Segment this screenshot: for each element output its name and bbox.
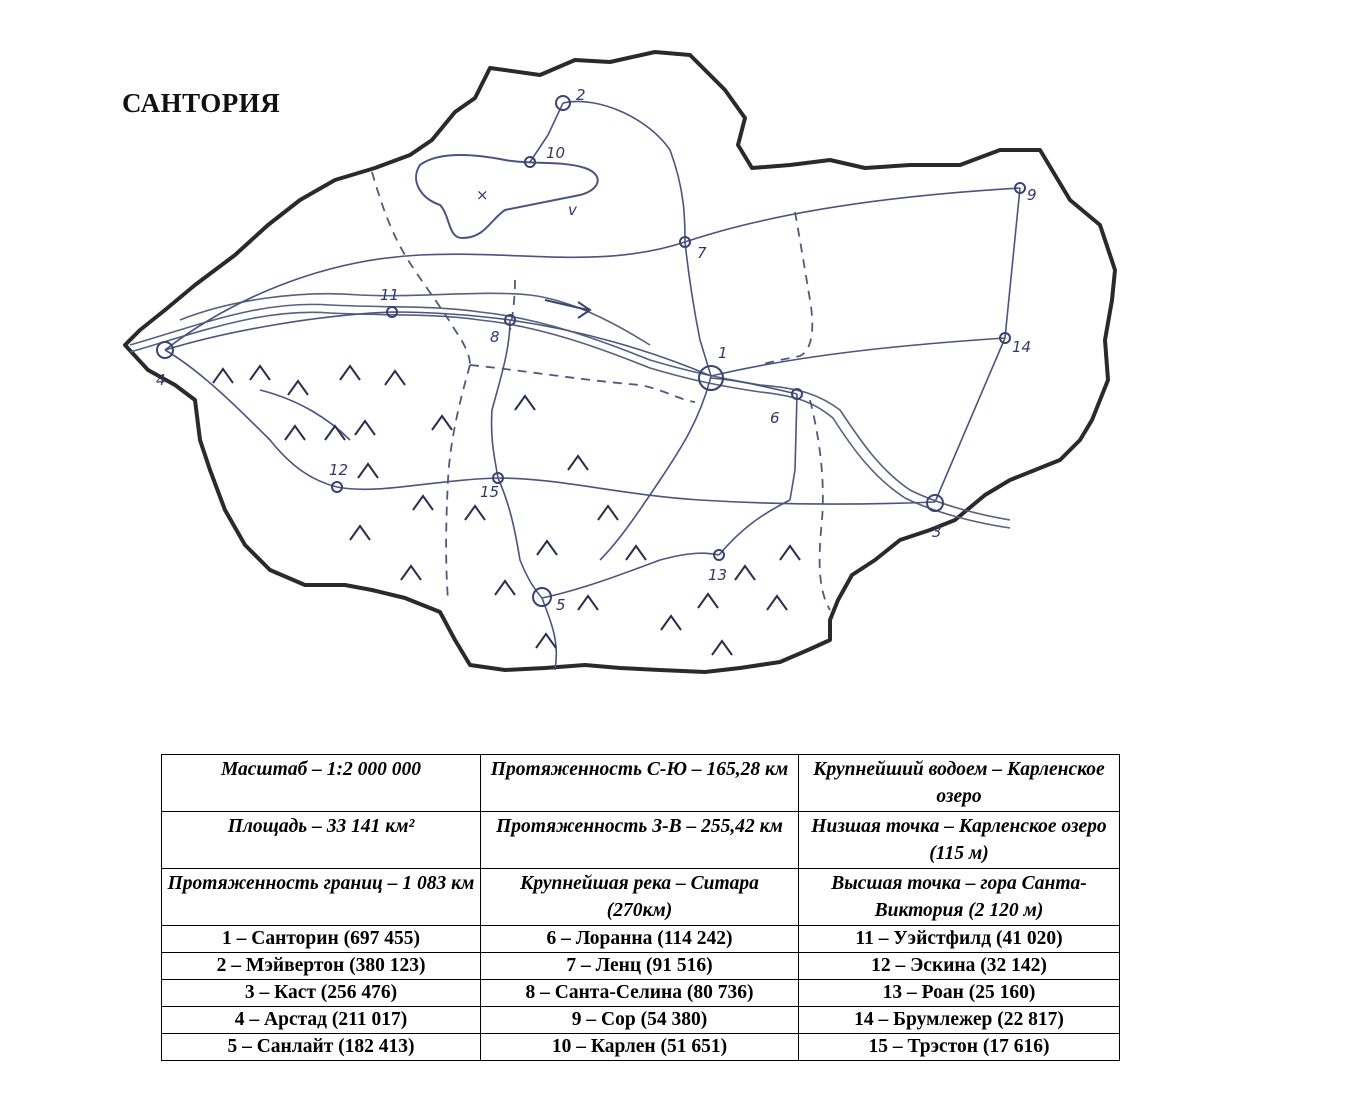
city-cell: 4 – Арстад (211 017) [162, 1007, 481, 1034]
city-cell: 9 – Сор (54 380) [481, 1007, 799, 1034]
city-row [162, 1007, 1120, 1034]
city-12-label: 12 [329, 461, 349, 479]
city-4-label: 4 [156, 371, 166, 389]
city-cell: 10 – Карлен (51 651) [481, 1034, 799, 1061]
fact-cell-area: Площадь – 33 141 км² [162, 812, 481, 869]
country-border [125, 52, 1115, 672]
city-5-label: 5 [556, 596, 566, 614]
info-table [161, 754, 1120, 1061]
city-cell: 3 – Каст (256 476) [162, 980, 481, 1007]
fact-row [162, 869, 1120, 926]
fact-cell-west-east: Протяженность З-В – 255,42 км [481, 812, 799, 869]
city-cell: 5 – Санлайт (182 413) [162, 1034, 481, 1061]
city-11-label: 11 [380, 286, 400, 304]
mountains [213, 366, 800, 655]
fact-cell-lowest-point: Низшая точка – Карленское озеро (115 м) [799, 812, 1120, 869]
river-flow-arrow [545, 300, 590, 318]
city-1-label: 1 [718, 344, 728, 362]
city-cell: 14 – Брумлежер (22 817) [799, 1007, 1120, 1034]
city-row [162, 1034, 1120, 1061]
city-cell: 7 – Ленц (91 516) [481, 953, 799, 980]
city-cell: 15 – Трэстон (17 616) [799, 1034, 1120, 1061]
fact-cell-highest-point: Высшая точка – гора Санта-Виктория (2 120 м) [799, 869, 1120, 926]
karlen-lake [416, 155, 598, 238]
fact-cell-border-length: Протяженность границ – 1 083 км [162, 869, 481, 926]
fact-cell-largest-water: Крупнейший водоем – Карленское озеро [799, 755, 1120, 812]
lake-mark-v: v [568, 201, 577, 219]
roads [165, 101, 1020, 670]
city-13-label: 13 [708, 566, 728, 584]
city-row [162, 926, 1120, 953]
fact-cell-largest-river: Крупнейшая река – Ситара (270км) [481, 869, 799, 926]
city-row [162, 953, 1120, 980]
city-cell: 12 – Эскина (32 142) [799, 953, 1120, 980]
city-6-label: 6 [770, 409, 780, 427]
city-9-label: 9 [1027, 186, 1037, 204]
city-3-label: 3 [932, 523, 942, 541]
city-cell: 13 – Роан (25 160) [799, 980, 1120, 1007]
map-title: САНТОРИЯ [122, 88, 281, 118]
fact-row [162, 812, 1120, 869]
lake-mark-x: × [476, 186, 489, 204]
river-sitara [130, 293, 1010, 528]
fact-row [162, 755, 1120, 812]
city-14-label: 14 [1012, 338, 1032, 356]
city-8-label: 8 [490, 328, 500, 346]
city-cell: 1 – Санторин (697 455) [162, 926, 481, 953]
fact-cell-scale: Масштаб – 1:2 000 000 [162, 755, 481, 812]
city-row [162, 980, 1120, 1007]
city-15-label: 15 [480, 483, 500, 501]
city-cell: 8 – Санта-Селина (80 736) [481, 980, 799, 1007]
city-7-label: 7 [697, 244, 707, 262]
province-borders [372, 172, 830, 610]
city-cell: 11 – Уэйстфилд (41 020) [799, 926, 1120, 953]
cities [157, 96, 1025, 606]
city-2-label: 2 [576, 86, 586, 104]
city-cell: 6 – Лоранна (114 242) [481, 926, 799, 953]
city-cell: 2 – Мэйвертон (380 123) [162, 953, 481, 980]
city-10-label: 10 [546, 144, 566, 162]
fact-cell-north-south: Протяженность С-Ю – 165,28 км [481, 755, 799, 812]
